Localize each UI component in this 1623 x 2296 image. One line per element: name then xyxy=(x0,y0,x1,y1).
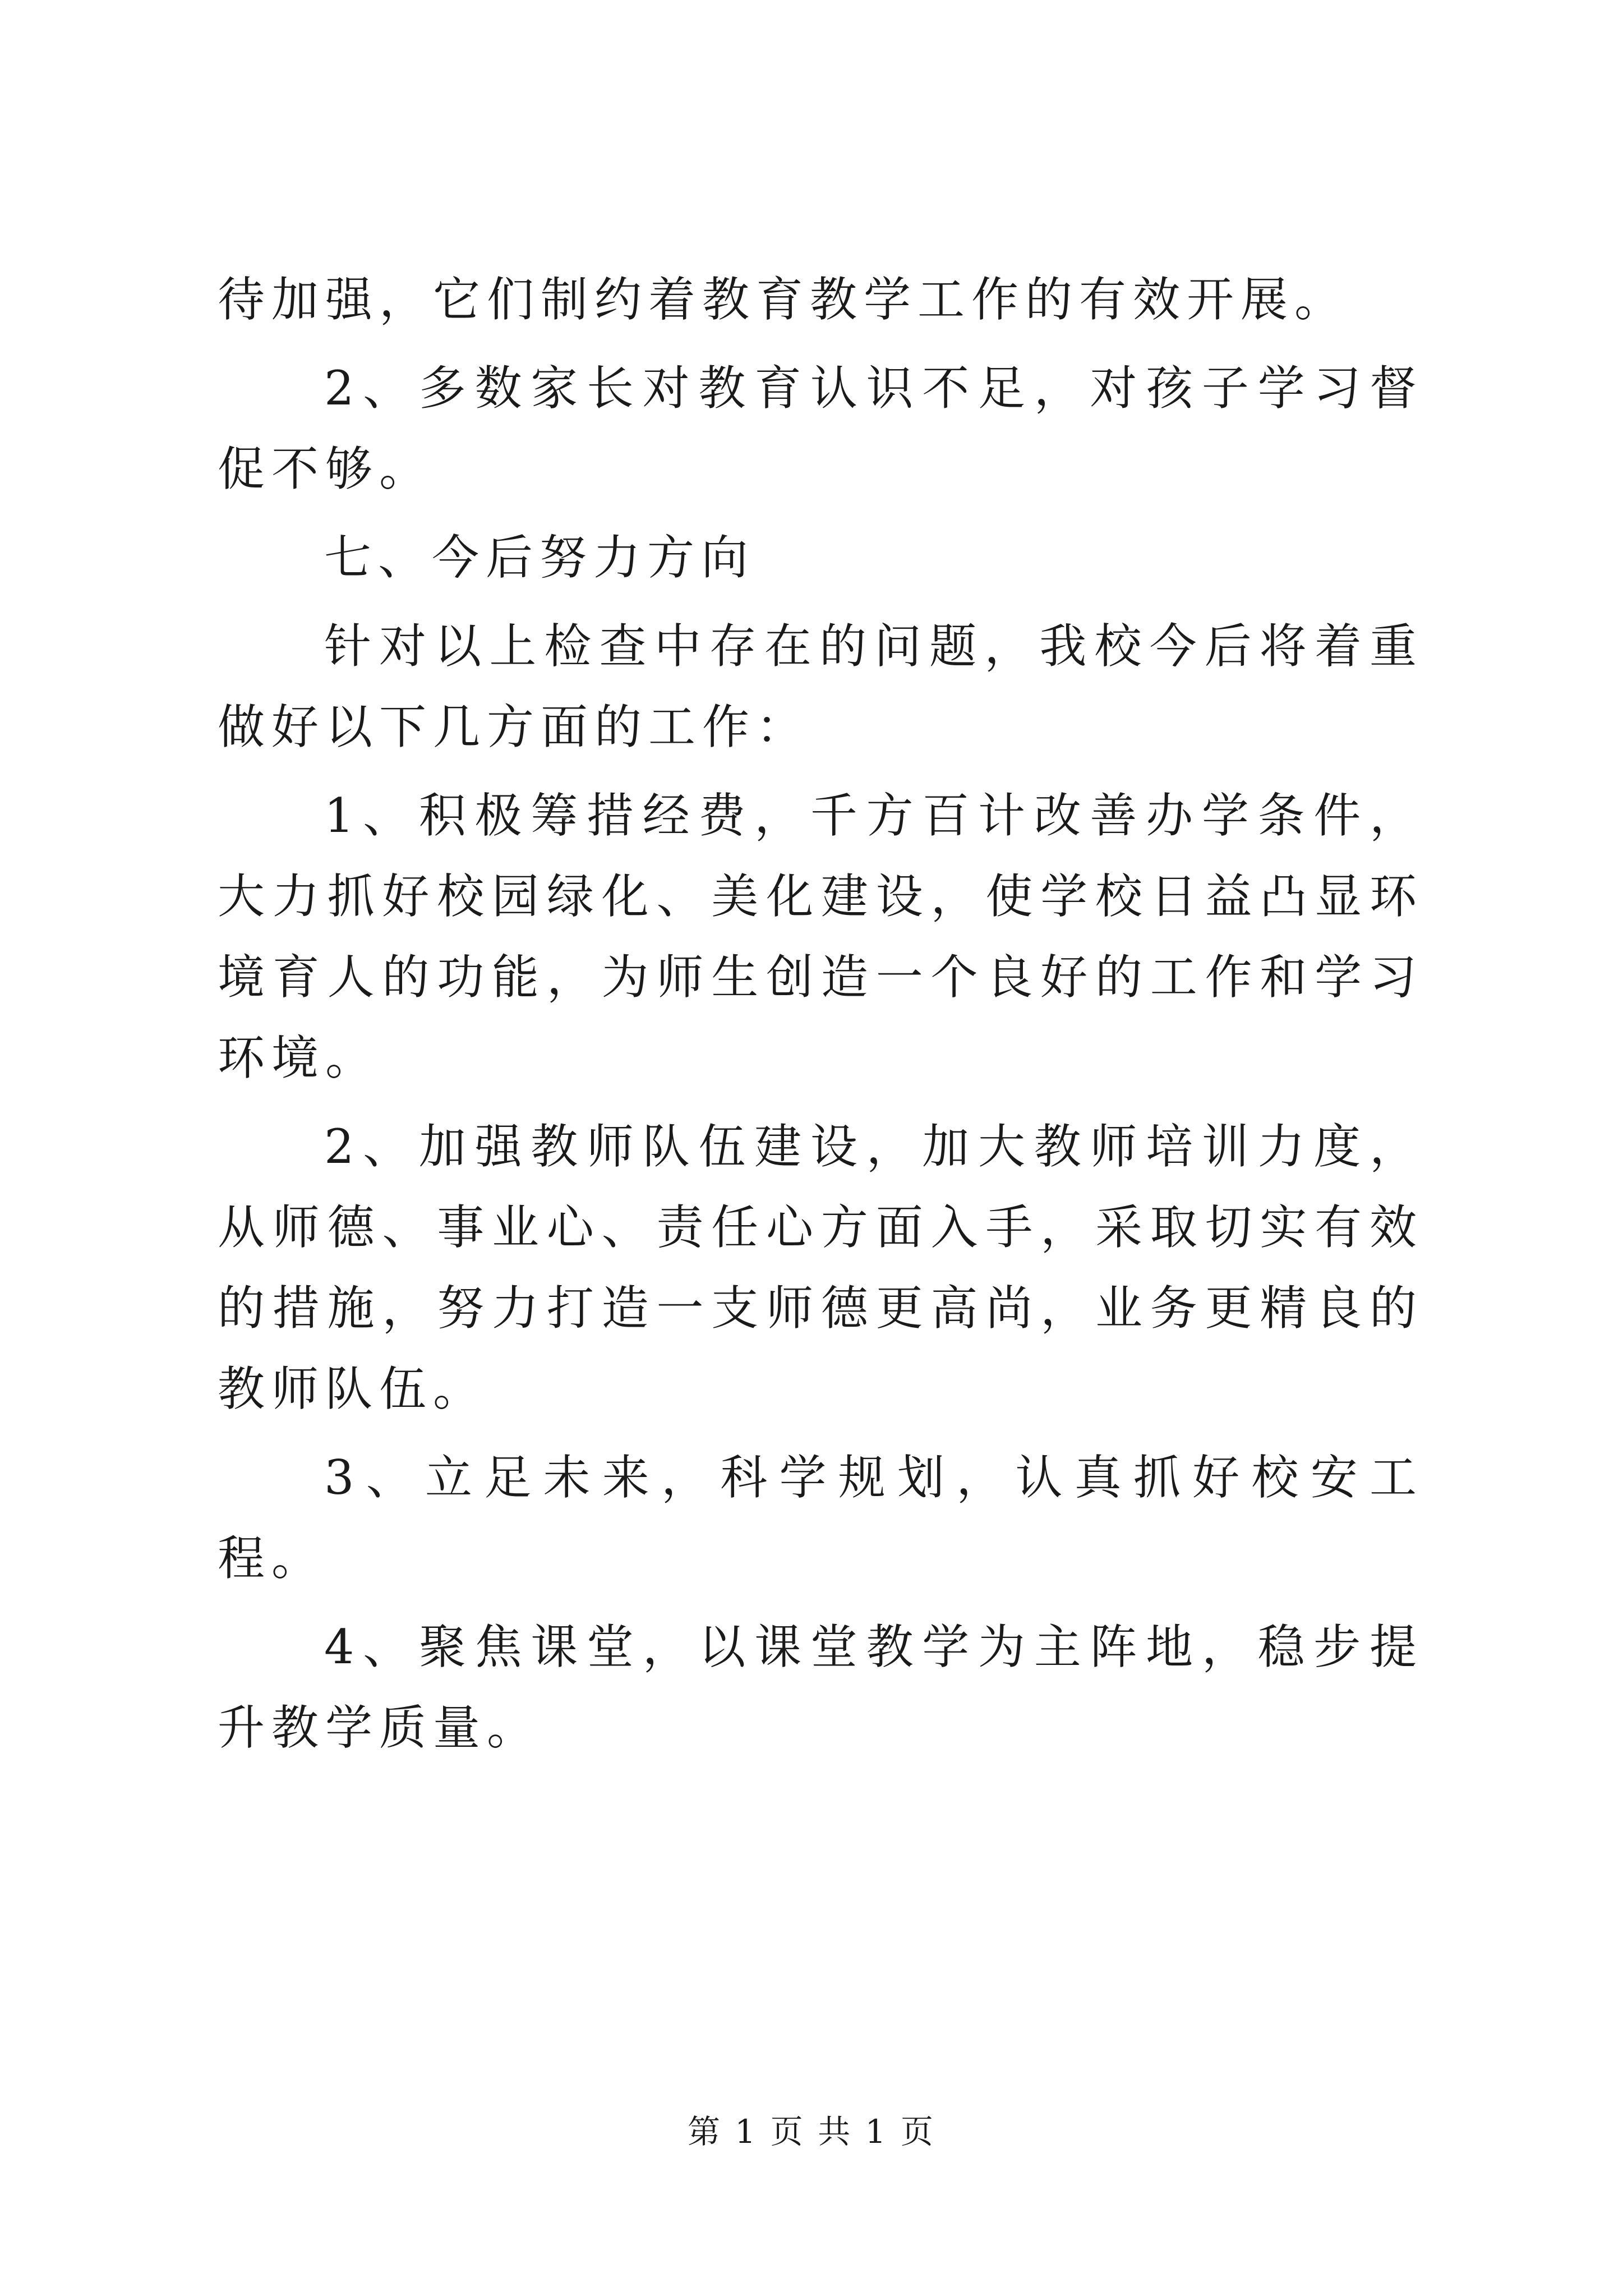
paragraph-continuation: 待加强，它们制约着教育教学工作的有效开展。 xyxy=(218,272,1349,327)
document-body xyxy=(218,259,1423,1768)
page-number-footer: 第 1 页 共 1 页 xyxy=(688,2113,935,2151)
section-heading-future-direction: 七、今后努力方向 xyxy=(324,530,755,585)
paragraph-intro-work: 针对以上检查中存在的问题，我校今后将着重做好以下几方面的工作： xyxy=(218,619,1423,754)
paragraph-item-4-classroom: 4、聚焦课堂，以课堂教学为主阵地，稳步提升教学质量。 xyxy=(218,1619,1423,1755)
paragraph-item-2-teachers: 2、加强教师队伍建设，加大教师培训力度，从师德、事业心、责任心方面入手，采取切实有效的措施，努力打造一支师德更高尚，业务更精良的教师队伍。 xyxy=(218,1119,1423,1416)
paragraph-item-2-parents: 2、多数家长对教育认识不足，对孩子学习督促不够。 xyxy=(218,361,1423,496)
paragraph-item-1-funding: 1、积极筹措经费，千方百计改善办学条件，大力抓好校园绿化、美化建设，使学校日益凸显环境育人的功能，为师生创造一个良好的工作和学习环境。 xyxy=(218,788,1423,1085)
paragraph-item-3-safety: 3、立足未来，科学规划，认真抓好校安工程。 xyxy=(218,1450,1423,1586)
